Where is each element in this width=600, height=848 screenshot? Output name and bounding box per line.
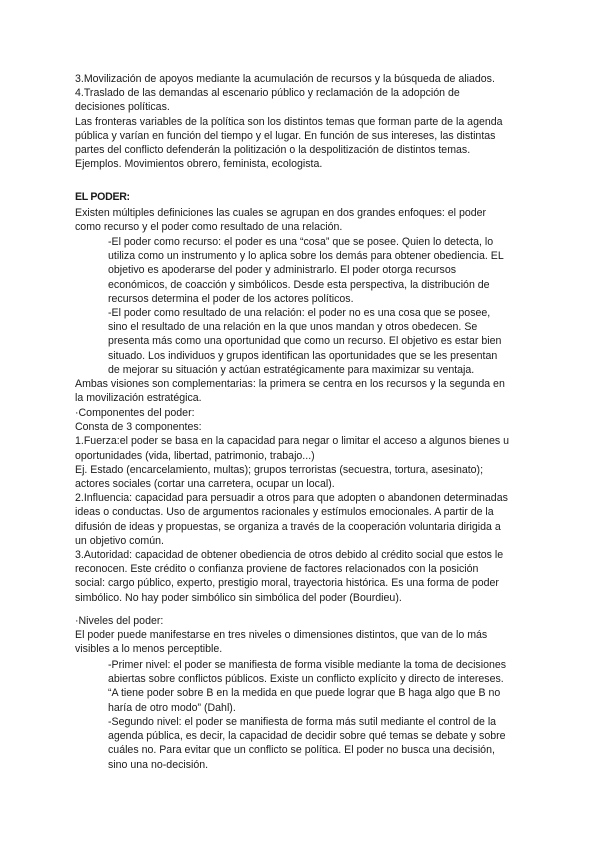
influencia-line: difusión de ideas y propuestas, se organiza a través de la cooperación voluntaria dirigida a [75, 520, 501, 533]
recurso-line: económicos, de coacción y simbólicos. Desde esta perspectiva, la distribución de [108, 278, 490, 291]
fuerza-line: oportunidades (vida, libertad, patrimonio, trabajo...) [75, 449, 315, 462]
ambas-line2: la movilización estratégica. [75, 392, 202, 405]
ejemplos-line: Ejemplos. Movimientos obrero, feminista, ecologista. [75, 158, 323, 171]
poder-definition [75, 206, 535, 234]
ejemplo-line: actores sociales (cortar una carretera, ocupar un local). [75, 478, 335, 491]
componentes-section [75, 406, 535, 605]
recurso-line: utiliza como un instrumento y lo aplica sobre los demás para obtener obediencia. EL [108, 250, 504, 263]
ambas-paragraph [75, 377, 535, 405]
definition-line1: Existen múltiples definiciones las cuales se agrupan en dos grandes enfoques: el poder [75, 207, 487, 219]
primer-nivel-paragraph [108, 658, 536, 715]
relacion-line: situado. Los individuos y grupos identifican las oportunidades que se les presentan [108, 349, 498, 362]
niveles-intro-line1: El poder puede manifestarse en tres niveles o dimensiones distintos, que van de lo más [75, 629, 488, 642]
relacion-line: -El poder como resultado de una relación: el poder no es una cosa que se posee, [108, 307, 491, 319]
list-item-3: 3.Movilización de apoyos mediante la acumulación de recursos y la búsqueda de aliados. [75, 73, 495, 85]
section-heading-poder: EL PODER: [75, 191, 130, 203]
autoridad-line: reconocen. Este crédito o confianza proviene de factores relacionados con la posición [75, 563, 479, 576]
segundo-line: cuáles no. Para evitar que un conflicto se política. El poder no busca una decisión, [108, 744, 495, 757]
fronteras-line2: pública y varían en función del tiempo y el lugar. En función de sus intereses, las distintas [75, 129, 496, 142]
fronteras-line1: Las fronteras variables de la política son los distintos temas que forman parte de la agenda [75, 115, 503, 128]
influencia-line: ideas o conductas. Uso de argumentos racionales y estímulos emocionales. A partir de la [75, 506, 494, 519]
segundo-line: agenda pública, es decir, la capacidad de decidir sobre qué temas se debate y sobre [108, 730, 506, 743]
recurso-line: recursos determina el poder de los actores políticos. [108, 292, 354, 305]
relacion-line: de mejorar su situación y actúan estratégicamente para maximizar su ventaja. [108, 363, 475, 376]
primer-line: -Primer nivel: el poder se manifiesta de forma visible mediante la toma de decisiones [108, 659, 507, 671]
segundo-line: sino una no-decisión. [108, 758, 209, 771]
componentes-consta: Consta de 3 componentes: [75, 421, 202, 434]
poder-recurso-paragraph [108, 235, 536, 306]
ejemplo-line: Ej. Estado (encarcelamiento, multas); grupos terroristas (secuestra, tortura, asesinato); [75, 463, 484, 476]
relacion-line: presenta más como una oportunidad que como un recurso. El objetivo es estar bien [108, 335, 502, 348]
segundo-line: -Segundo nivel: el poder se manifiesta de forma más sutil mediante el control de la [108, 716, 497, 728]
segundo-nivel-paragraph [108, 715, 536, 772]
ambas-line1: Ambas visiones son complementarias: la primera se centra en los recursos y la segunda en [75, 378, 505, 390]
influencia-line: un objetivo común. [75, 534, 164, 547]
list-item-4-line2: decisiones políticas. [75, 101, 170, 114]
autoridad-line: social: cargo público, experto, prestigio moral, trayectoria histórica. Es una forma de poder [75, 577, 499, 590]
primer-line: haría de otro modo” (Dahl). [108, 701, 236, 714]
relacion-line: sino el resultado de una relación en la que unos mandan y otros obedecen. Se [108, 321, 478, 334]
niveles-section [75, 614, 535, 657]
niveles-intro-line2: visibles a lo menos perceptible. [75, 643, 223, 656]
autoridad-line: 3.Autoridad: capacidad de obtener obediencia de otros debido al crédito social que estos le [75, 549, 504, 562]
componentes-title: ·Componentes del poder: [75, 407, 195, 419]
fronteras-line3: partes del conflicto defenderán la politización o la despolitización de distintos temas. [75, 144, 471, 157]
influencia-line: 2.Influencia: capacidad para persuadir a otros para que adopten o abandonen determinadas [75, 492, 508, 505]
poder-relacion-paragraph [108, 306, 536, 377]
intro-section [75, 72, 535, 171]
recurso-line: -El poder como recurso: el poder es una “cosa” que se posee. Quien lo detecta, lo [108, 236, 494, 248]
autoridad-line: simbólico. No hay poder simbólico sin simbólica del poder (Bourdieu). [75, 591, 402, 604]
primer-line: “A tiene poder sobre B en la medida en que puede lograr que B haga algo que B no [108, 687, 501, 700]
definition-line2: como recurso y el poder como resultado de una relación. [75, 221, 343, 234]
recurso-line: objetivo es apoderarse del poder y administrarlo. El poder otorga recursos [108, 264, 457, 277]
list-item-4-line1: 4.Traslado de las demandas al escenario público y reclamación de la adopción de [75, 87, 460, 100]
niveles-title: ·Niveles del poder: [75, 615, 164, 627]
fuerza-line: 1.Fuerza:el poder se basa en la capacidad para negar o limitar el acceso a algunos bienes u [75, 435, 510, 448]
primer-line: abiertas sobre conflictos públicos. Existe un conflicto explícito y directo de intereses. [108, 673, 504, 686]
